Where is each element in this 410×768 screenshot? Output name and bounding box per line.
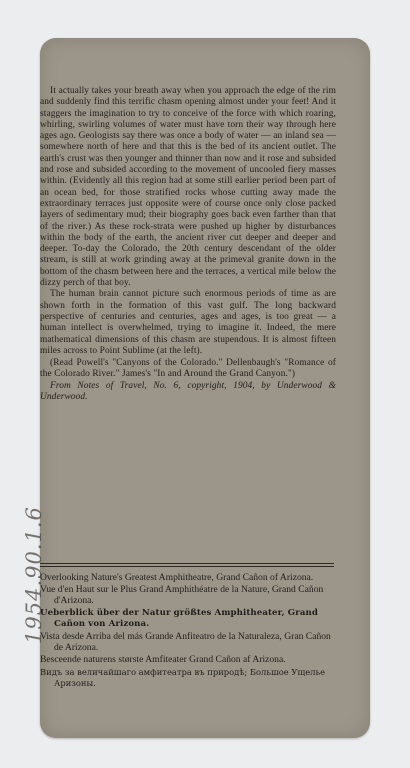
divider-rule-bottom [40, 566, 334, 567]
title-spanish: Vista desde Arriba del más Grande Anfiteatro de la Naturaleza, Gran Cañon de Arizona. [40, 631, 331, 654]
title-french: Vue d'en Haut sur le Plus Grand Amphithéatre de la Nature, Grand Cañon d'Arizona. [40, 584, 324, 607]
multilingual-titles [40, 572, 336, 690]
handwritten-catalog-number: 1954.90.1.6 [22, 506, 46, 644]
paragraph-1: It actually takes your breath away when you approach the edge of the rim and suddenly find this terrific chasm opening almost under your feet! And it staggers the imagination to try to conceive of the force with which roaring, whirling, swirling volumes of water must have torn their way through here ages ago. Geologists say there was once a body of water — an inland sea — somewhere north of here and that this is the bed of its ancient outlet. The earth's crust was then younger and thinner than now and it rose and subsided and rose and subsided according to the movement of uncooled fiery masses within. (Evidently all this region had at some still earlier period been part of an ocean bed, for those stratified rocks whose cutting away made the extraordinary terraces just opposite were of course once only close packed layers of sedimentary mud; their biography goes back even farther than that of the river.) As these rock-strata were pushed up higher by disturbances within the body of the earth, the ancient river cut deeper and deeper and deeper. To-day the Colorado, the 20th century descendant of the older stream, is still at work grinding away at the primeval granite down in the bottom of the chasm between here and the terraces, a vertical mile below the dizzy perch of that boy. [40, 86, 336, 289]
paragraph-2: The human brain cannot picture such enormous periods of time as are shown forth in the formation of this vast gulf. The long backward perspective of centuries and centuries, ages and ages, is too great — a human intellect is overwhelmed, trying to imagine it. Indeed, the mere mathematical dimensions of this chasm are stupendous. It is almost fifteen miles across to Point Sublime (at the left). [40, 289, 336, 356]
title-swedish: Besceende naturens største Amfiteater Grand Cañon af Arizona. [40, 654, 286, 666]
title-german: Ueberblick über der Natur größtes Amphitheater, Grand Cañon von Arizona. [40, 607, 318, 629]
title-english: Overlooking Nature's Greatest Amphitheatre, Grand Cañon of Arizona. [40, 572, 314, 583]
title-russian: Видъ за величайшаго амфитеатра въ природѣ; Большое Ущелье Аризоны. [40, 666, 326, 688]
reading-references: (Read Powell's "Canyons of the Colorado." Dellenbaugh's "Romance of the Colorado River." James's "In and Around the Grand Canyon.") [40, 358, 336, 380]
divider-rule-top [40, 563, 334, 564]
copyright-line: From Notes of Travel, No. 6, copyright, 1904, by Underwood & Underwood. [40, 380, 336, 403]
description-text [40, 86, 336, 403]
